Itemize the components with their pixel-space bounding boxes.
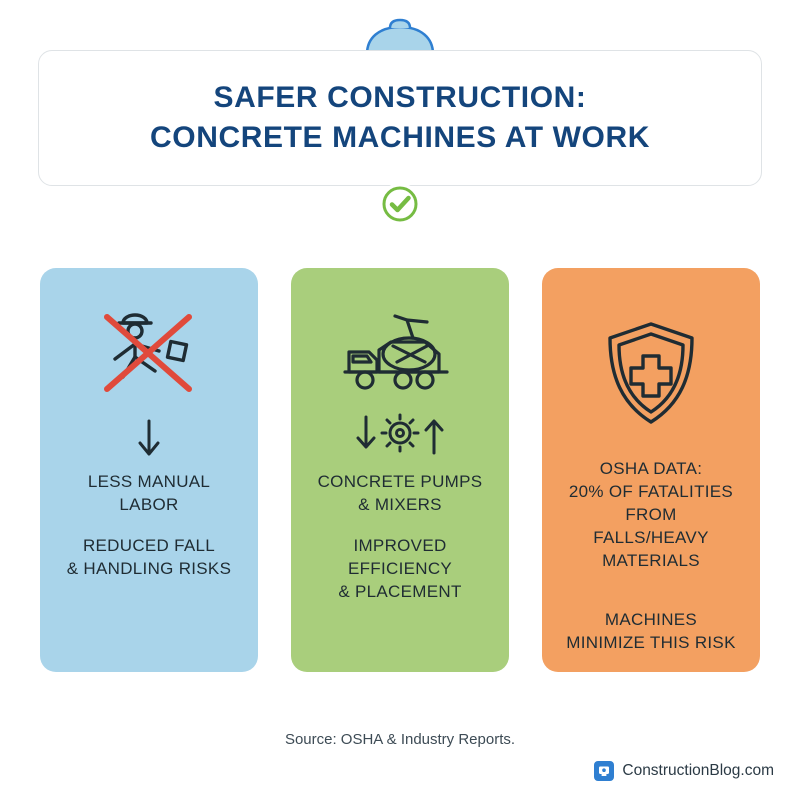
page-title-line-2: CONCRETE MACHINES AT WORK: [150, 121, 650, 154]
gear-arrows-icon: [354, 411, 446, 459]
column-2-block-1-line-2: & MIXERS: [358, 495, 442, 514]
source-note: Source: OSHA & Industry Reports.: [284, 731, 516, 748]
column-1-block-2-line-2: & HANDLING RISKS: [66, 559, 232, 578]
title-card: [38, 50, 762, 186]
column-1-icon-area: [89, 290, 209, 470]
column-3-block-2-line-1: MACHINES: [604, 610, 698, 629]
down-arrow-icon: [134, 417, 164, 461]
column-pumps-mixers: [291, 268, 509, 672]
construction-blog-logo-icon: [593, 760, 615, 782]
column-2-block-1-line-1: CONCRETE PUMPS: [317, 472, 483, 491]
column-2-text: [305, 470, 495, 603]
column-3-block-1-line-2: 20% OF FATALITIES FROM: [568, 482, 734, 524]
column-3-icon-area: [596, 290, 706, 457]
column-1-block-2-line-1: REDUCED FALL: [82, 536, 216, 555]
page-title-line-1: SAFER CONSTRUCTION:: [213, 81, 587, 114]
column-3-block-2-line-2: MINIMIZE THIS RISK: [566, 633, 736, 652]
column-osha-data: [542, 268, 760, 672]
concrete-mixer-truck-icon: [335, 302, 465, 407]
column-3-block-1-line-1: OSHA DATA:: [599, 459, 703, 478]
columns-row: [40, 268, 760, 672]
brand-footer[interactable]: [593, 760, 774, 782]
column-2-icon-area: [335, 290, 465, 470]
column-manual-labor: [40, 268, 258, 672]
column-3-block-1-line-3: FALLS/HEAVY MATERIALS: [593, 528, 709, 570]
check-mark-icon: [380, 184, 420, 224]
check-mark-container: [0, 183, 800, 225]
no-manual-worker-icon: [89, 299, 209, 409]
column-1-block-1-line-1: LESS MANUAL: [87, 472, 211, 491]
column-2-block-2-line-1: IMPROVED EFFICIENCY: [347, 536, 453, 578]
column-3-text: [556, 457, 746, 654]
column-1-text: [54, 470, 244, 580]
shield-plus-icon: [596, 314, 706, 434]
check-badge: [379, 183, 421, 225]
brand-name: ConstructionBlog.com: [622, 762, 774, 779]
column-1-block-1-line-2: LABOR: [119, 495, 179, 514]
column-2-block-2-line-2: & PLACEMENT: [338, 582, 462, 601]
